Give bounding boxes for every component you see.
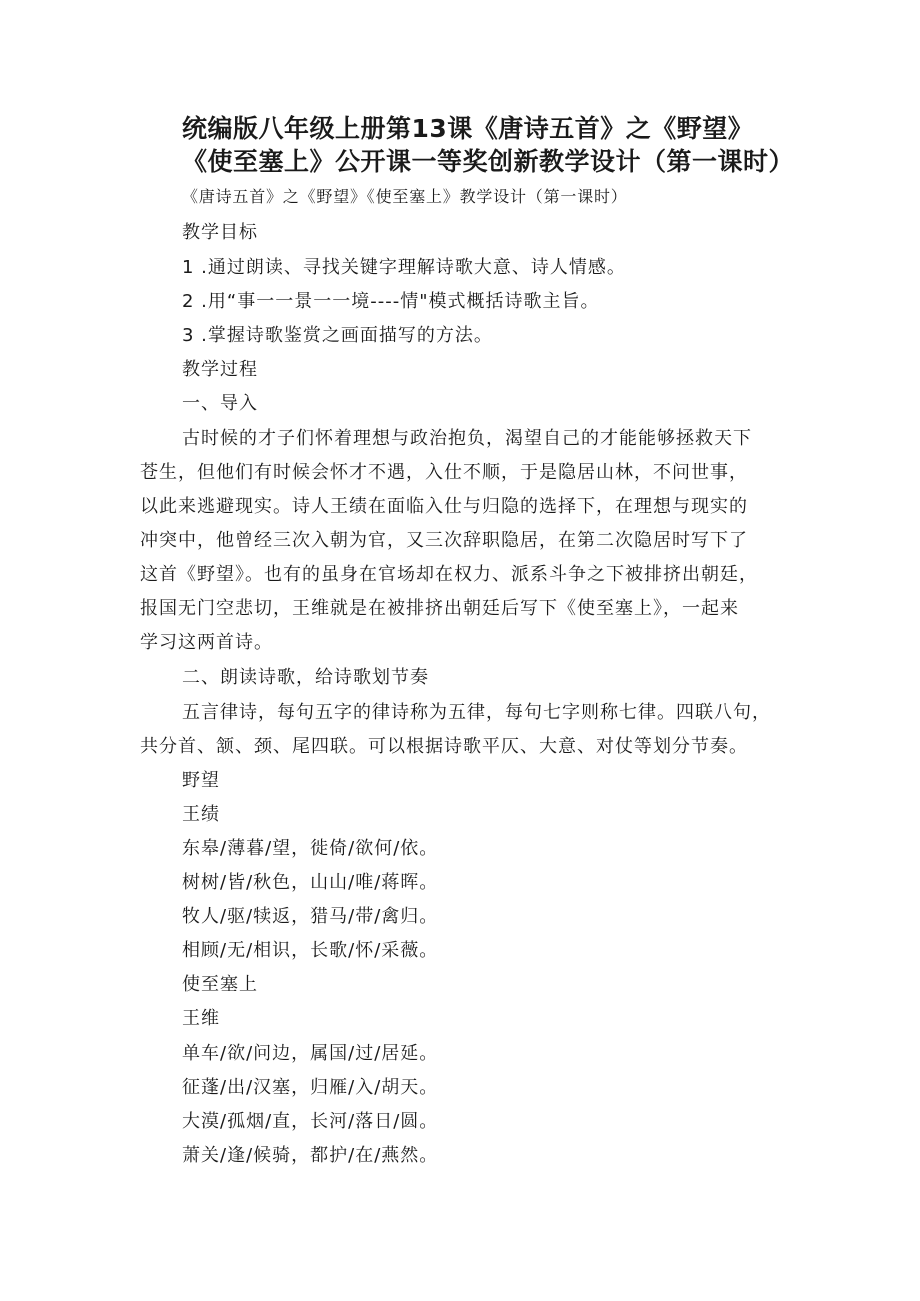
poem-author-wangwei: 王维 bbox=[182, 1008, 220, 1029]
poem-line: 大漠/孤烟/直，长河/落日/圆。 bbox=[182, 1111, 439, 1132]
heading-teaching-goals: 教学目标 bbox=[182, 222, 258, 243]
section-heading-intro: 一、导入 bbox=[182, 393, 258, 414]
document-title-line-1: 统编版八年级上册第13课《唐诗五首》之《野望》 bbox=[182, 114, 754, 143]
poem-line: 单车/欲/问边，属国/过/居延。 bbox=[182, 1043, 439, 1064]
intro-paragraph-line: 这首《野望》。也有的虽身在官场却在权力、派系斗争之下被排挤出朝廷， bbox=[140, 564, 758, 585]
intro-paragraph-line: 以此来逃避现实。诗人王绩在面临入仕与归隐的选择下，在理想与现实的 bbox=[140, 496, 748, 517]
goal-item: 1 .通过朗读、寻找关键字理解诗歌大意、诗人情感。 bbox=[182, 257, 626, 278]
goal-item: 3 .掌握诗歌鉴赏之画面描写的方法。 bbox=[182, 325, 493, 346]
goal-item: 2 .用“事一一景一一境----情"模式概括诗歌主旨。 bbox=[182, 291, 600, 312]
intro-paragraph-line: 学习这两首诗。 bbox=[140, 632, 273, 653]
rhythm-paragraph-line: 共分首、颔、颈、尾四联。可以根据诗歌平仄、大意、对仗等划分节奏。 bbox=[140, 736, 748, 757]
poem-line: 萧关/逢/候骑，都护/在/燕然。 bbox=[182, 1145, 439, 1166]
document-title-line-2: 《使至塞上》公开课一等奖创新教学设计（第一课时） bbox=[182, 147, 795, 176]
intro-paragraph-line: 冲突中，他曾经三次入朝为官，又三次辞职隐居，在第二次隐居时写下了 bbox=[140, 530, 748, 551]
poem-title-shizhisaishang: 使至塞上 bbox=[182, 974, 258, 995]
intro-paragraph-line: 苍生，但他们有时候会怀才不遇，入仕不顺，于是隐居山林，不问世事， bbox=[140, 462, 748, 483]
intro-paragraph-line: 报国无门空悲切，王维就是在被排挤出朝廷后写下《使至塞上》，一起来 bbox=[140, 598, 739, 619]
section-heading-reading: 二、朗读诗歌，给诗歌划节奏 bbox=[182, 667, 429, 688]
poem-line: 牧人/驱/犊返，猎马/带/禽归。 bbox=[182, 906, 439, 927]
poem-line: 树树/皆/秋色，山山/唯/蒋晖。 bbox=[182, 872, 439, 893]
intro-paragraph-line: 古时候的才子们怀着理想与政治抱负，渴望自己的才能能够拯救天下 bbox=[182, 428, 752, 449]
rhythm-paragraph-line: 五言律诗，每句五字的律诗称为五律，每句七字则称七律。四联八句， bbox=[182, 702, 771, 723]
heading-teaching-process: 教学过程 bbox=[182, 359, 258, 380]
poem-title-yewang: 野望 bbox=[182, 770, 220, 791]
poem-author-wangji: 王绩 bbox=[182, 804, 220, 825]
poem-line: 征蓬/出/汉塞，归雁/入/胡天。 bbox=[182, 1077, 439, 1098]
document-subtitle: 《唐诗五首》之《野望》《使至塞上》教学设计（第一课时） bbox=[182, 187, 628, 206]
poem-line: 相顾/无/相识，长歌/怀/采薇。 bbox=[182, 940, 439, 961]
poem-line: 东皋/薄暮/望，徙倚/欲何/依。 bbox=[182, 838, 439, 859]
